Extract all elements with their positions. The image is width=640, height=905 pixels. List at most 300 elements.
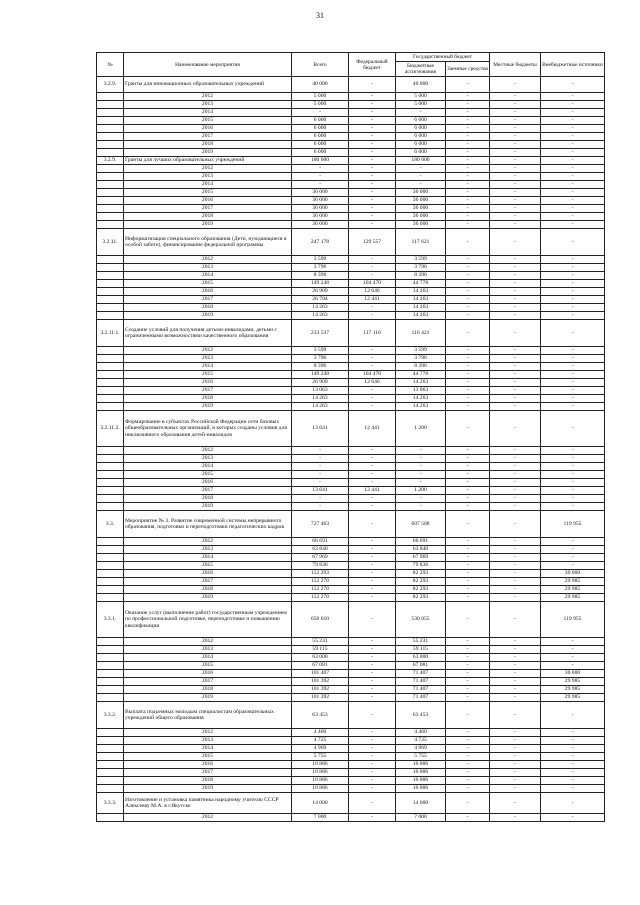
- year-row: [97, 347, 605, 355]
- year-cell: 2019: [124, 694, 292, 702]
- year-row: [97, 296, 605, 304]
- value-cell: -: [349, 363, 396, 371]
- year-cell: 2019: [124, 403, 292, 411]
- value-cell: -: [349, 471, 396, 479]
- value-cell: -: [349, 729, 396, 737]
- value-cell: 40 000: [292, 77, 349, 93]
- value-cell: -: [541, 503, 605, 511]
- value-cell: -: [490, 363, 541, 371]
- value-cell: -: [349, 602, 396, 638]
- value-cell: -: [490, 117, 541, 125]
- value-cell: -: [446, 125, 490, 133]
- row-num: 3.2.11.: [97, 229, 124, 256]
- value-cell: 12 646: [349, 288, 396, 296]
- year-cell: 2015: [124, 371, 292, 379]
- year-cell: 2014: [124, 109, 292, 117]
- value-cell: -: [446, 213, 490, 221]
- value-cell: -: [490, 355, 541, 363]
- value-cell: -: [541, 769, 605, 777]
- value-cell: -: [490, 379, 541, 387]
- year-row: [97, 495, 605, 503]
- value-cell: -: [446, 280, 490, 288]
- value-cell: -: [490, 662, 541, 670]
- value-cell: -: [541, 125, 605, 133]
- value-cell: 180 000: [292, 157, 349, 165]
- value-cell: -: [541, 173, 605, 181]
- value-cell: -: [541, 777, 605, 785]
- year-row: [97, 737, 605, 745]
- value-cell: 44 778: [396, 371, 446, 379]
- empty-cell: [97, 495, 124, 503]
- year-cell: 2018: [124, 686, 292, 694]
- value-cell: 607 508: [396, 511, 446, 538]
- value-cell: -: [349, 117, 396, 125]
- value-cell: -: [541, 793, 605, 814]
- value-cell: -: [541, 395, 605, 403]
- value-cell: 14 000: [396, 793, 446, 814]
- value-cell: -: [541, 101, 605, 109]
- value-cell: 101 392: [292, 686, 349, 694]
- value-cell: 59 115: [292, 646, 349, 654]
- value-cell: -: [349, 594, 396, 602]
- empty-cell: [97, 149, 124, 157]
- year-row: [97, 769, 605, 777]
- value-cell: -: [541, 197, 605, 205]
- value-cell: -: [541, 447, 605, 455]
- value-cell: -: [541, 371, 605, 379]
- year-row: [97, 761, 605, 769]
- value-cell: 1 200: [396, 411, 446, 447]
- year-row: [97, 471, 605, 479]
- value-cell: -: [349, 793, 396, 814]
- year-row: [97, 662, 605, 670]
- value-cell: -: [349, 570, 396, 578]
- value-cell: -: [446, 304, 490, 312]
- value-cell: -: [349, 77, 396, 93]
- empty-cell: [97, 197, 124, 205]
- empty-cell: [97, 296, 124, 304]
- value-cell: -: [446, 761, 490, 769]
- value-cell: 233 537: [292, 320, 349, 347]
- value-cell: 10 886: [396, 761, 446, 769]
- value-cell: 6 000: [292, 141, 349, 149]
- value-cell: -: [490, 654, 541, 662]
- value-cell: -: [349, 165, 396, 173]
- empty-cell: [97, 447, 124, 455]
- year-cell: 2018: [124, 495, 292, 503]
- value-cell: -: [541, 638, 605, 646]
- value-cell: -: [446, 678, 490, 686]
- value-cell: -: [349, 761, 396, 769]
- value-cell: 12 646: [349, 379, 396, 387]
- value-cell: -: [446, 109, 490, 117]
- year-cell: 2017: [124, 578, 292, 586]
- value-cell: 63 453: [396, 702, 446, 729]
- value-cell: -: [541, 109, 605, 117]
- value-cell: -: [349, 109, 396, 117]
- value-cell: -: [490, 197, 541, 205]
- value-cell: 112 278: [292, 586, 349, 594]
- value-cell: -: [446, 229, 490, 256]
- year-row: [97, 221, 605, 229]
- empty-cell: [97, 304, 124, 312]
- empty-cell: [97, 141, 124, 149]
- value-cell: 180 000: [396, 157, 446, 165]
- value-cell: -: [490, 165, 541, 173]
- page-number: 31: [316, 11, 324, 20]
- value-cell: -: [349, 272, 396, 280]
- value-cell: 13 063: [292, 387, 349, 395]
- value-cell: -: [349, 503, 396, 511]
- value-cell: -: [490, 256, 541, 264]
- value-cell: -: [490, 761, 541, 769]
- year-row: [97, 487, 605, 495]
- group-row: [97, 157, 605, 165]
- value-cell: -: [446, 355, 490, 363]
- year-cell: 2017: [124, 487, 292, 495]
- value-cell: -: [446, 363, 490, 371]
- value-cell: 10 886: [396, 777, 446, 785]
- empty-cell: [97, 761, 124, 769]
- value-cell: 63 840: [292, 546, 349, 554]
- value-cell: -: [490, 411, 541, 447]
- value-cell: 13 063: [396, 387, 446, 395]
- value-cell: 13 641: [292, 487, 349, 495]
- empty-cell: [97, 814, 124, 822]
- year-row: [97, 387, 605, 395]
- value-cell: 14 000: [292, 793, 349, 814]
- value-cell: -: [490, 538, 541, 546]
- value-cell: -: [541, 205, 605, 213]
- group-row: [97, 511, 605, 538]
- value-cell: -: [446, 379, 490, 387]
- year-row: [97, 149, 605, 157]
- year-cell: 2019: [124, 503, 292, 511]
- value-cell: -: [292, 463, 349, 471]
- year-cell: 2016: [124, 125, 292, 133]
- empty-cell: [97, 371, 124, 379]
- row-name: Гранты для инновационных образовательных учреждений: [124, 77, 292, 93]
- value-cell: -: [446, 312, 490, 320]
- value-cell: -: [541, 753, 605, 761]
- year-row: [97, 554, 605, 562]
- empty-cell: [97, 205, 124, 213]
- value-cell: 36 000: [292, 221, 349, 229]
- empty-cell: [97, 272, 124, 280]
- value-cell: -: [490, 264, 541, 272]
- value-cell: 36 000: [396, 213, 446, 221]
- year-cell: 2015: [124, 471, 292, 479]
- year-row: [97, 562, 605, 570]
- value-cell: -: [490, 511, 541, 538]
- value-cell: -: [490, 173, 541, 181]
- value-cell: 29 985: [541, 586, 605, 594]
- year-row: [97, 777, 605, 785]
- value-cell: -: [446, 487, 490, 495]
- year-cell: 2018: [124, 213, 292, 221]
- value-cell: -: [349, 355, 396, 363]
- value-cell: -: [349, 149, 396, 157]
- year-cell: 2016: [124, 761, 292, 769]
- value-cell: 10 886: [396, 769, 446, 777]
- value-cell: -: [446, 157, 490, 165]
- value-cell: -: [541, 229, 605, 256]
- value-cell: 4 725: [396, 737, 446, 745]
- value-cell: -: [349, 586, 396, 594]
- value-cell: 55 231: [396, 638, 446, 646]
- value-cell: -: [349, 197, 396, 205]
- value-cell: -: [490, 463, 541, 471]
- value-cell: 5 755: [292, 753, 349, 761]
- value-cell: 8 396: [292, 363, 349, 371]
- empty-cell: [97, 487, 124, 495]
- value-cell: 36 000: [396, 197, 446, 205]
- value-cell: -: [490, 745, 541, 753]
- value-cell: 104 470: [349, 280, 396, 288]
- row-name: Оказание услуг (выполнение работ) государственным учреждением по профессиональной подготовке, переподготовке и повышению квалификации: [124, 602, 292, 638]
- value-cell: -: [541, 403, 605, 411]
- value-cell: -: [490, 447, 541, 455]
- value-cell: -: [490, 678, 541, 686]
- value-cell: 5 000: [396, 93, 446, 101]
- value-cell: -: [541, 304, 605, 312]
- value-cell: -: [349, 554, 396, 562]
- value-cell: -: [541, 165, 605, 173]
- value-cell: -: [490, 371, 541, 379]
- value-cell: -: [396, 165, 446, 173]
- value-cell: -: [349, 347, 396, 355]
- year-row: [97, 181, 605, 189]
- year-row: [97, 753, 605, 761]
- value-cell: 30 000: [541, 570, 605, 578]
- value-cell: 14 263: [396, 403, 446, 411]
- value-cell: -: [349, 403, 396, 411]
- year-row: [97, 745, 605, 753]
- value-cell: 10 886: [292, 769, 349, 777]
- value-cell: -: [541, 554, 605, 562]
- value-cell: -: [292, 181, 349, 189]
- year-cell: 2014: [124, 181, 292, 189]
- year-cell: 2013: [124, 173, 292, 181]
- year-cell: 2012: [124, 538, 292, 546]
- year-cell: 2014: [124, 745, 292, 753]
- value-cell: -: [541, 662, 605, 670]
- value-cell: -: [541, 213, 605, 221]
- value-cell: 112 293: [292, 570, 349, 578]
- value-cell: 29 985: [541, 578, 605, 586]
- year-row: [97, 447, 605, 455]
- value-cell: -: [292, 447, 349, 455]
- value-cell: 129 557: [349, 229, 396, 256]
- value-cell: -: [349, 538, 396, 546]
- empty-cell: [97, 662, 124, 670]
- value-cell: -: [349, 511, 396, 538]
- value-cell: 12 441: [349, 296, 396, 304]
- value-cell: -: [541, 288, 605, 296]
- value-cell: -: [541, 117, 605, 125]
- value-cell: 10 886: [292, 785, 349, 793]
- row-num: 3.3.2.: [97, 702, 124, 729]
- value-cell: 66 691: [396, 538, 446, 546]
- value-cell: 3 796: [396, 355, 446, 363]
- value-cell: -: [490, 694, 541, 702]
- value-cell: 82 293: [396, 570, 446, 578]
- value-cell: -: [541, 379, 605, 387]
- empty-cell: [97, 109, 124, 117]
- value-cell: 6 000: [396, 149, 446, 157]
- value-cell: -: [541, 256, 605, 264]
- value-cell: -: [490, 503, 541, 511]
- value-cell: 6 000: [292, 117, 349, 125]
- year-cell: 2014: [124, 554, 292, 562]
- value-cell: -: [541, 471, 605, 479]
- empty-cell: [97, 256, 124, 264]
- empty-cell: [97, 694, 124, 702]
- value-cell: -: [349, 387, 396, 395]
- value-cell: -: [349, 646, 396, 654]
- year-cell: 2016: [124, 670, 292, 678]
- value-cell: 10 886: [292, 777, 349, 785]
- value-cell: 10 886: [292, 761, 349, 769]
- value-cell: -: [446, 141, 490, 149]
- value-cell: -: [541, 411, 605, 447]
- empty-cell: [97, 379, 124, 387]
- value-cell: -: [490, 320, 541, 347]
- value-cell: -: [446, 221, 490, 229]
- value-cell: -: [490, 272, 541, 280]
- value-cell: -: [490, 586, 541, 594]
- empty-cell: [97, 479, 124, 487]
- row-name: Формирование в субъектах Российской Федерации сети базовых общеобразовательных организаций, в которых созданы условия для инклюзивного образования детей-инвалидов: [124, 411, 292, 447]
- value-cell: 36 000: [292, 197, 349, 205]
- year-cell: 2015: [124, 753, 292, 761]
- empty-cell: [97, 538, 124, 546]
- year-cell: 2013: [124, 737, 292, 745]
- year-row: [97, 213, 605, 221]
- value-cell: -: [446, 694, 490, 702]
- empty-cell: [97, 729, 124, 737]
- year-row: [97, 109, 605, 117]
- year-cell: 2017: [124, 296, 292, 304]
- year-row: [97, 694, 605, 702]
- value-cell: -: [446, 662, 490, 670]
- value-cell: 119 955: [541, 602, 605, 638]
- empty-cell: [97, 181, 124, 189]
- value-cell: -: [446, 387, 490, 395]
- value-cell: -: [541, 538, 605, 546]
- value-cell: 14 263: [292, 395, 349, 403]
- value-cell: 71 407: [396, 670, 446, 678]
- value-cell: 55 231: [292, 638, 349, 646]
- year-row: [97, 678, 605, 686]
- empty-cell: [97, 471, 124, 479]
- value-cell: -: [490, 753, 541, 761]
- value-cell: -: [446, 411, 490, 447]
- value-cell: 14 263: [292, 403, 349, 411]
- value-cell: -: [541, 221, 605, 229]
- value-cell: -: [349, 93, 396, 101]
- year-cell: 2016: [124, 570, 292, 578]
- value-cell: -: [292, 471, 349, 479]
- year-row: [97, 395, 605, 403]
- value-cell: -: [541, 133, 605, 141]
- empty-cell: [97, 753, 124, 761]
- value-cell: 7 000: [292, 814, 349, 822]
- year-row: [97, 288, 605, 296]
- year-row: [97, 93, 605, 101]
- group-row: [97, 320, 605, 347]
- year-cell: 2019: [124, 221, 292, 229]
- value-cell: 4 460: [396, 729, 446, 737]
- value-cell: -: [490, 455, 541, 463]
- year-cell: 2012: [124, 256, 292, 264]
- value-cell: 30 000: [541, 670, 605, 678]
- value-cell: -: [541, 157, 605, 165]
- value-cell: -: [446, 264, 490, 272]
- value-cell: 67 081: [292, 662, 349, 670]
- empty-cell: [97, 117, 124, 125]
- value-cell: 71 407: [396, 694, 446, 702]
- value-cell: -: [446, 654, 490, 662]
- value-cell: -: [446, 538, 490, 546]
- value-cell: 3 796: [292, 355, 349, 363]
- value-cell: 6 000: [292, 133, 349, 141]
- value-cell: 26 704: [292, 296, 349, 304]
- empty-cell: [97, 173, 124, 181]
- value-cell: -: [490, 814, 541, 822]
- value-cell: 7 000: [396, 814, 446, 822]
- empty-cell: [97, 403, 124, 411]
- year-cell: 2016: [124, 197, 292, 205]
- value-cell: -: [446, 93, 490, 101]
- value-cell: 63 453: [292, 702, 349, 729]
- value-cell: -: [446, 288, 490, 296]
- value-cell: 3 599: [292, 256, 349, 264]
- value-cell: -: [541, 141, 605, 149]
- year-row: [97, 304, 605, 312]
- year-row: [97, 280, 605, 288]
- value-cell: -: [396, 447, 446, 455]
- value-cell: 66 691: [292, 538, 349, 546]
- value-cell: -: [349, 785, 396, 793]
- value-cell: -: [446, 686, 490, 694]
- value-cell: -: [446, 586, 490, 594]
- value-cell: -: [541, 312, 605, 320]
- value-cell: 3 796: [292, 264, 349, 272]
- year-cell: 2013: [124, 546, 292, 554]
- value-cell: 14 263: [396, 379, 446, 387]
- value-cell: -: [446, 594, 490, 602]
- empty-cell: [97, 312, 124, 320]
- value-cell: -: [446, 272, 490, 280]
- value-cell: 149 248: [292, 371, 349, 379]
- value-cell: 5 000: [396, 101, 446, 109]
- year-cell: 2013: [124, 355, 292, 363]
- value-cell: -: [292, 109, 349, 117]
- value-cell: 1 200: [396, 487, 446, 495]
- value-cell: -: [541, 495, 605, 503]
- value-cell: -: [490, 471, 541, 479]
- value-cell: -: [349, 221, 396, 229]
- value-cell: -: [490, 646, 541, 654]
- empty-cell: [97, 93, 124, 101]
- value-cell: 101 392: [292, 694, 349, 702]
- year-row: [97, 125, 605, 133]
- value-cell: -: [349, 479, 396, 487]
- value-cell: -: [446, 165, 490, 173]
- value-cell: -: [541, 745, 605, 753]
- value-cell: -: [490, 77, 541, 93]
